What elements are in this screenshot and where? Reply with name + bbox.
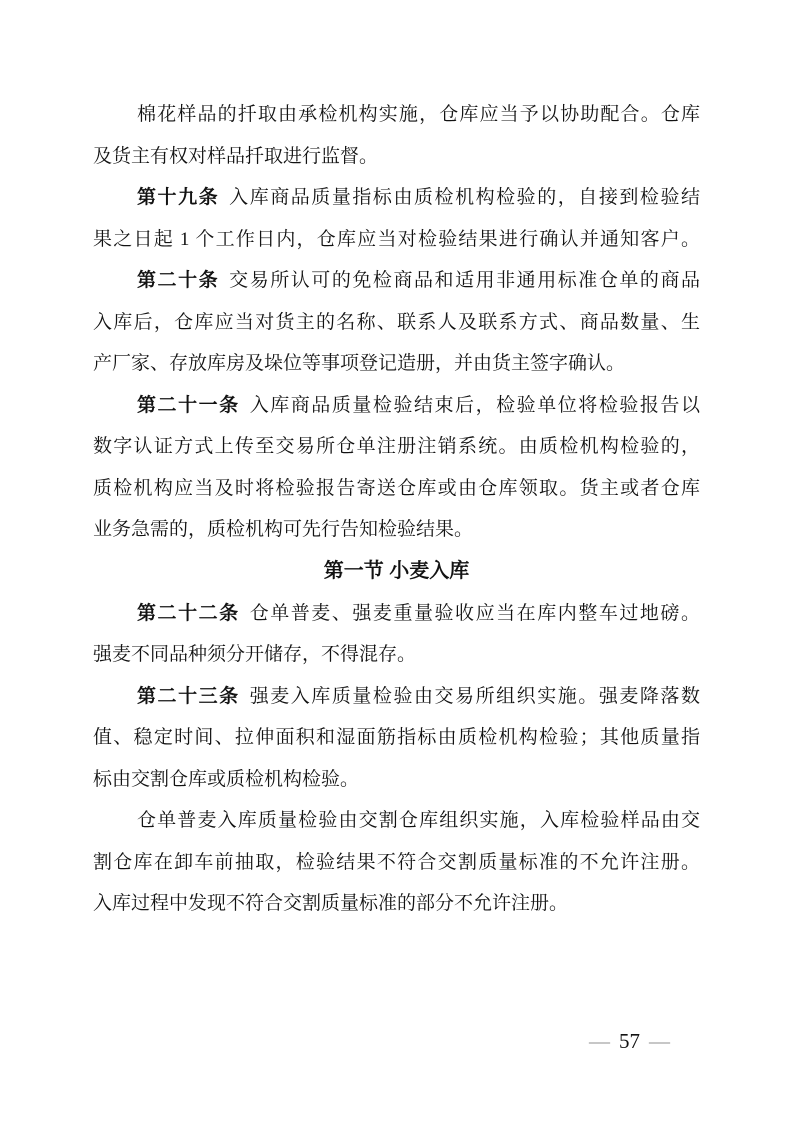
paragraph-text: 入库商品质量指标由质检机构检验的，自接到检验结	[229, 187, 700, 209]
section-heading: 第一节 小麦入库	[323, 560, 470, 583]
article-21-number: 第二十一条	[137, 394, 240, 416]
page-number-dash-left: —	[589, 1029, 610, 1053]
paragraph-text: 仓单普麦入库质量检验由交割仓库组织实施，入库检验样品由交	[137, 810, 700, 832]
paragraph-text: 棉花样品的扦取由承检机构实施，仓库应当予以协助配合。仓库	[137, 104, 700, 125]
page-number-value: 57	[619, 1029, 640, 1053]
article-21-line	[93, 426, 700, 468]
paragraph-text: 质检机构应当及时将检验报告寄送仓库或由仓库领取。货主或者仓库	[93, 477, 700, 499]
paragraph-text: 交易所认可的免检商品和适用非通用标准仓单的商品	[229, 270, 700, 292]
article-21-line	[93, 385, 700, 427]
paragraph-text: 强麦入库质量检验由交易所组织实施。强麦降落数	[249, 685, 700, 707]
page-number	[580, 1028, 679, 1054]
paragraph-line	[93, 800, 700, 842]
paragraph-text: 果之日起 1 个工作日内，仓库应当对检验结果进行确认并通知客户。	[93, 228, 700, 250]
paragraph-line	[93, 842, 700, 884]
paragraph-text: 及货主有权对样品扦取进行监督。	[93, 145, 379, 167]
article-22-line	[93, 634, 700, 676]
paragraph-text: 入库过程中发现不符合交割质量标准的部分不允许注册。	[93, 893, 569, 915]
article-22-number: 第二十二条	[137, 602, 240, 624]
article-20-line	[93, 302, 700, 344]
article-20-line	[93, 343, 700, 385]
paragraph-line	[93, 136, 700, 178]
paragraph-text: 产厂家、存放库房及垛位等事项登记造册，并由货主签字确认。	[93, 353, 626, 375]
article-20-number: 第二十条	[137, 270, 220, 292]
article-19-number: 第十九条	[137, 187, 220, 209]
paragraph-text: 业务急需的，质检机构可先行告知检验结果。	[93, 519, 474, 541]
paragraph-line	[93, 883, 700, 925]
paragraph-text: 仓单普麦、强麦重量验收应当在库内整车过地磅。	[249, 602, 700, 624]
paragraph-line	[93, 94, 700, 136]
paragraph-text: 入库后，仓库应当对货主的名称、联系人及联系方式、商品数量、生	[93, 311, 700, 333]
article-19-line	[93, 219, 700, 261]
article-23-line	[93, 676, 700, 718]
article-19-line	[93, 177, 700, 219]
page-number-dash-right: —	[649, 1029, 670, 1053]
article-21-line	[93, 468, 700, 510]
article-23-line	[93, 717, 700, 759]
article-23-line	[93, 759, 700, 801]
paragraph-text: 割仓库在卸车前抽取，检验结果不符合交割质量标准的不允许注册。	[93, 851, 700, 873]
article-20-line	[93, 260, 700, 302]
paragraph-text: 强麦不同品种须分开储存，不得混存。	[93, 644, 417, 666]
article-22-line	[93, 593, 700, 635]
document-text-block	[93, 94, 700, 925]
paragraph-text: 入库商品质量检验结束后，检验单位将检验报告以	[249, 394, 700, 416]
article-23-number: 第二十三条	[137, 685, 240, 707]
paragraph-text: 数字认证方式上传至交易所仓单注册注销系统。由质检机构检验的，	[93, 436, 700, 458]
article-21-line	[93, 509, 700, 551]
paragraph-text: 值、稳定时间、拉伸面积和湿面筋指标由质检机构检验；其他质量指	[93, 727, 700, 749]
paragraph-text: 标由交割仓库或质检机构检验。	[93, 768, 360, 790]
